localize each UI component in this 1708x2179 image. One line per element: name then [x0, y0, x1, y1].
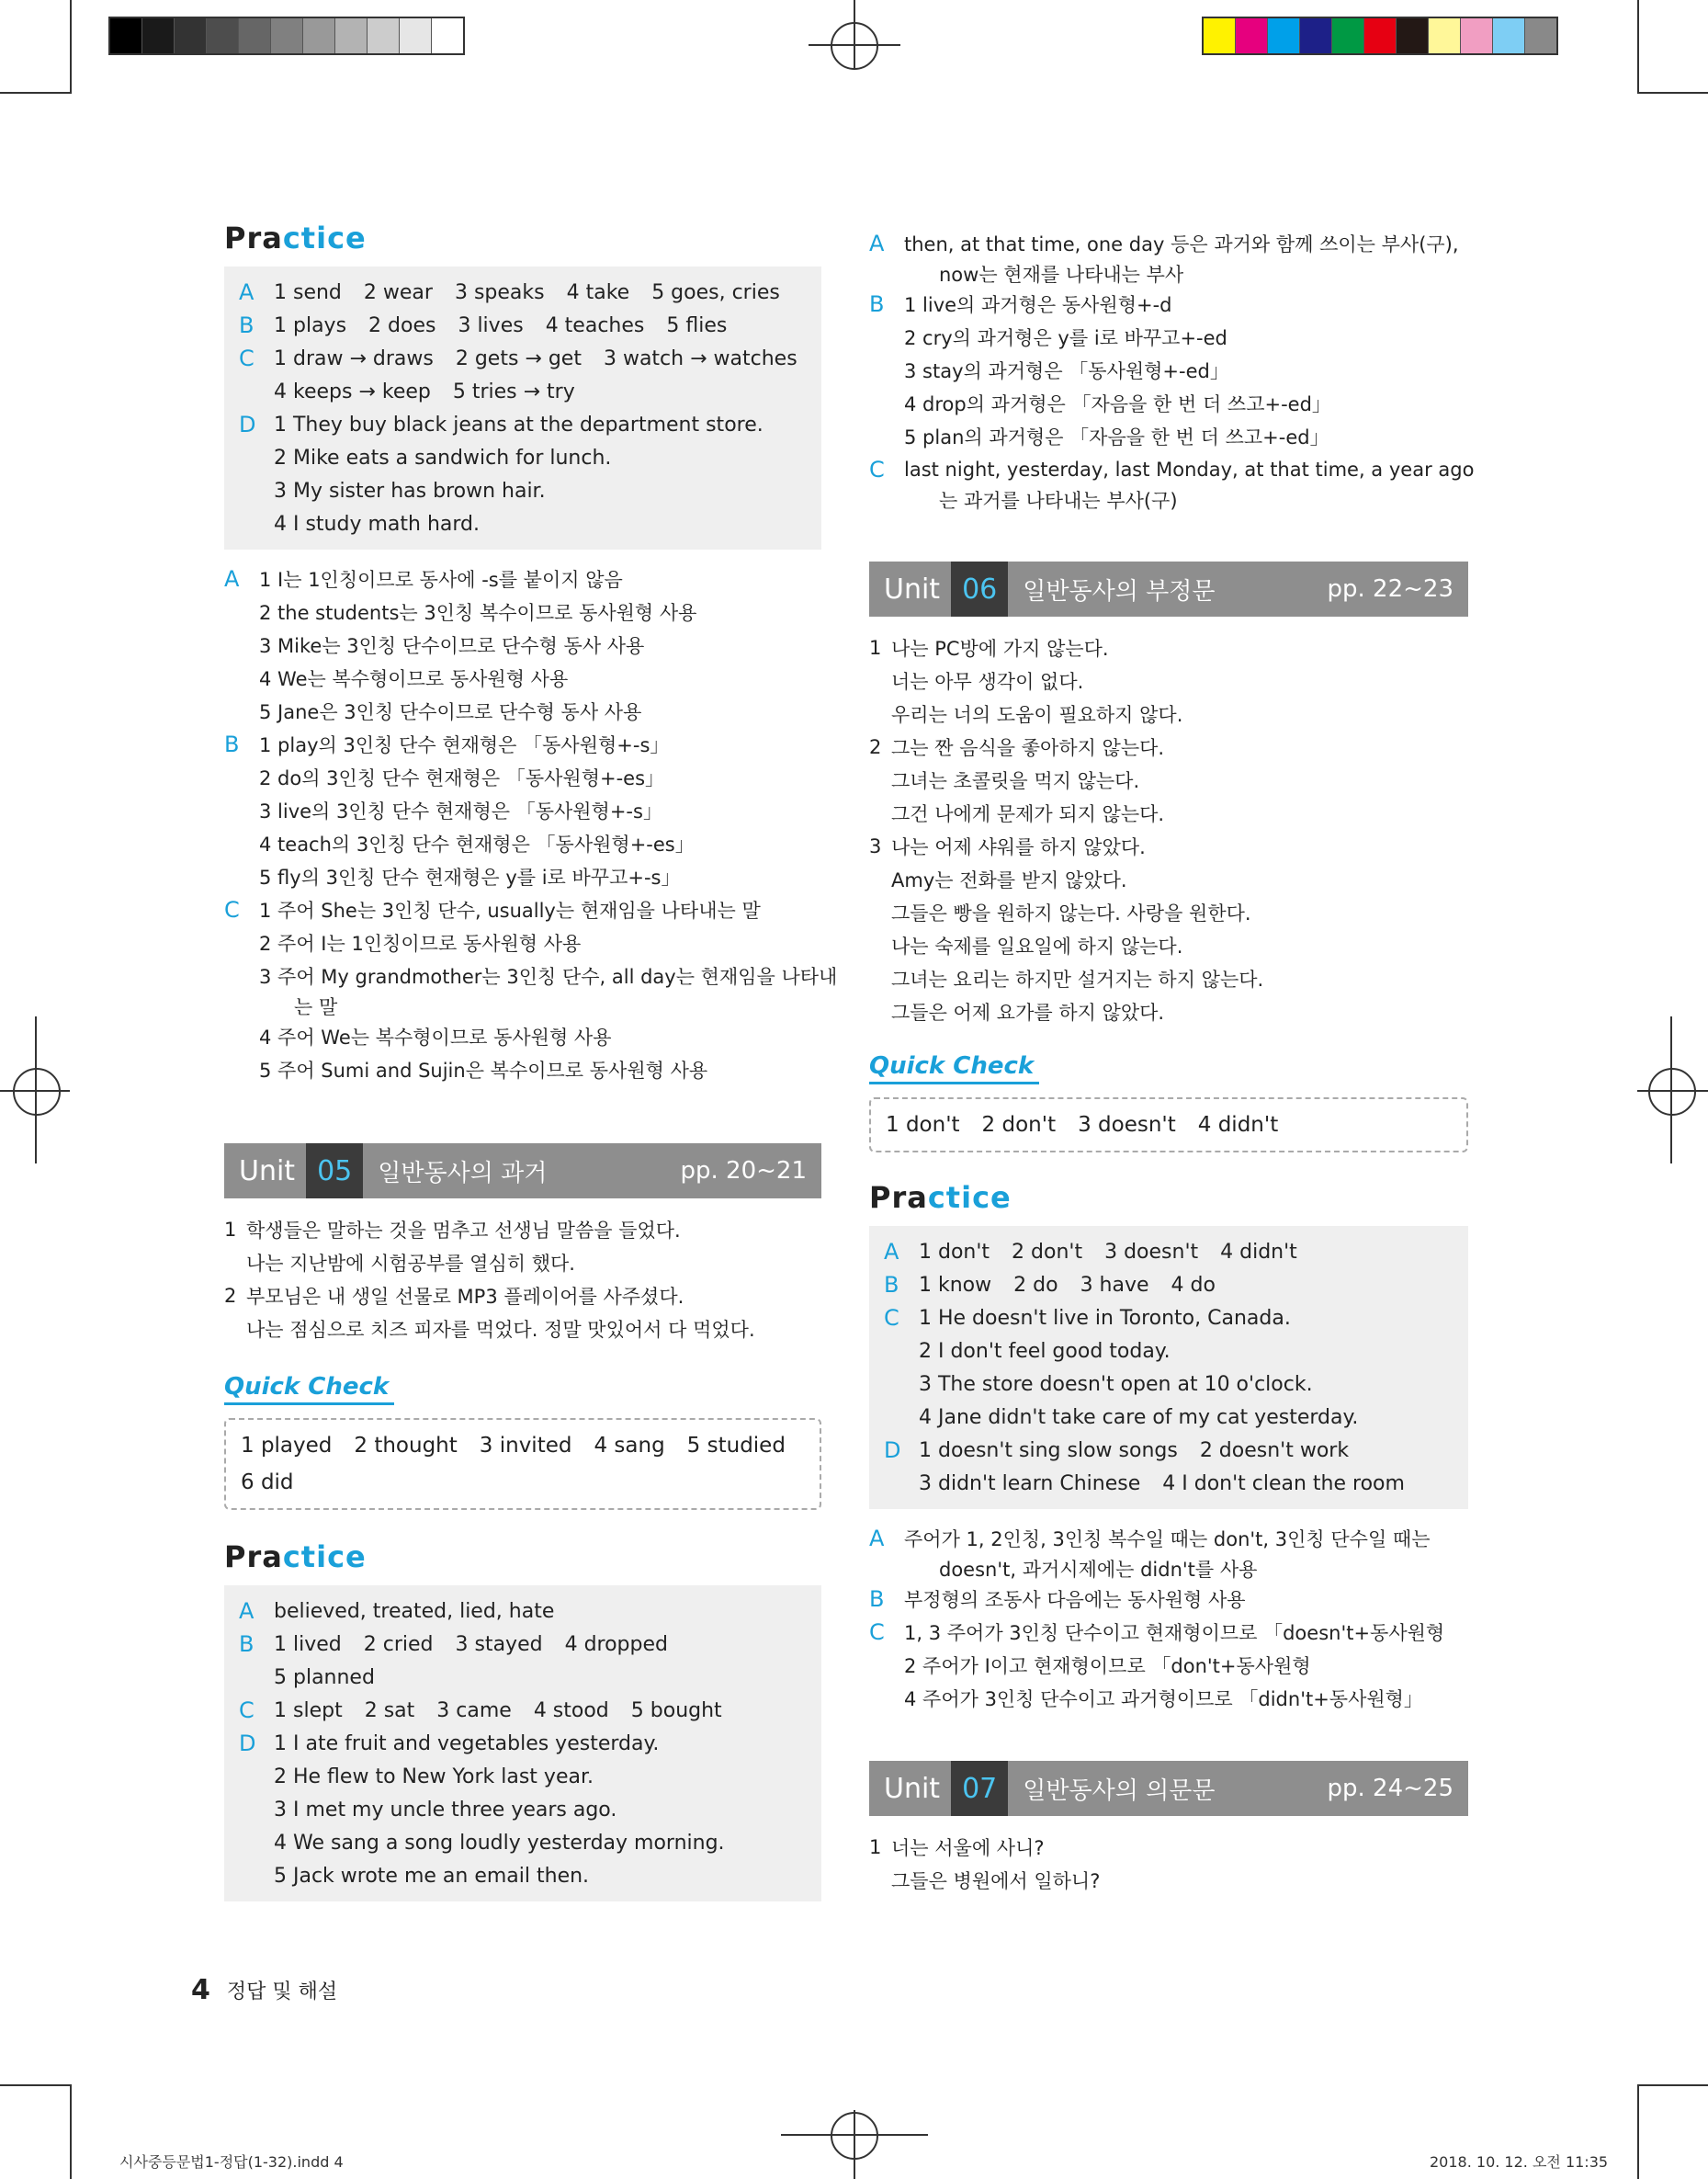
section-letter: B	[239, 312, 255, 338]
answer-item: 4 I study math hard.	[274, 512, 480, 536]
crop-mark	[1637, 2084, 1639, 2179]
answer-row	[239, 1661, 809, 1694]
practice-heading: Practice	[869, 1180, 1012, 1215]
answer-item: 3 I met my uncle three years ago.	[274, 1798, 617, 1822]
explanation-text: 2 cry의 과거형은 y를 i로 바꾸고+-ed	[904, 327, 1227, 349]
explanation-block	[869, 1522, 1468, 1715]
color-swatch	[175, 18, 207, 53]
quick-check-line	[241, 1427, 805, 1464]
quick-check-line	[886, 1107, 1452, 1143]
explanation-text: 3 Mike는 3인칭 단수이므로 단수형 동사 사용	[259, 635, 645, 657]
list-item	[869, 929, 1468, 962]
answer-item: 2 does	[368, 313, 436, 337]
list-item	[869, 1864, 1468, 1897]
unit-title: 일반동사의 부정문	[1023, 577, 1216, 606]
answer-item: 3 My sister has brown hair.	[274, 479, 546, 503]
answer-item: 4 We sang a song loudly yesterday morning.	[274, 1831, 725, 1855]
answer-row	[239, 1760, 809, 1793]
answer-item: 1 slept	[274, 1698, 343, 1722]
quick-check-answer: 1 played	[241, 1434, 333, 1458]
explanation-line	[224, 596, 821, 629]
color-swatch	[303, 18, 335, 53]
color-swatch	[368, 18, 400, 53]
answer-item: 1 send	[274, 280, 342, 304]
item-text: 그건 나에게 문제가 되지 않는다.	[891, 803, 1165, 825]
explanation-text: 4 teach의 3인칭 단수 현재형은 「동사원형+-es」	[259, 834, 695, 856]
explanation-line	[869, 288, 1468, 321]
color-swatch	[432, 18, 463, 53]
answer-item: 1 lived	[274, 1632, 342, 1656]
explanation-text: now는 현재를 나타내는 부사	[939, 264, 1184, 286]
answer-item: 1 doesn't sing slow songs	[919, 1438, 1178, 1462]
item-text: 너는 아무 생각이 없다.	[891, 671, 1084, 693]
explanation-line	[224, 959, 838, 993]
list-item	[869, 863, 1468, 896]
explanation-text: 5 주어 Sumi and Sujin은 복수이므로 동사원형 사용	[259, 1060, 708, 1082]
process-color-bar	[1202, 17, 1558, 55]
explanation-text: 5 plan의 과거형은 「자음을 한 번 더 쓰고+-ed」	[904, 426, 1329, 448]
explanation-text: 주어가 1, 2인칭, 3인칭 복수일 때는 don't, 3인칭 단수일 때는	[904, 1528, 1431, 1550]
unit-number: 06	[951, 562, 1008, 617]
registration-mark-line	[1670, 1016, 1672, 1163]
color-swatch	[1268, 18, 1300, 53]
quick-check-answer: 2 don't	[981, 1113, 1057, 1137]
answer-item: 3 didn't learn Chinese	[919, 1471, 1141, 1495]
explanation-text: 2 주어 I는 1인칭이므로 동사원형 사용	[259, 933, 582, 955]
registration-mark-right	[1648, 1068, 1696, 1116]
quick-check-answer: 2 thought	[354, 1434, 458, 1458]
explanation-line	[224, 662, 821, 695]
right-column	[869, 227, 1475, 1897]
crop-mark	[1637, 92, 1708, 94]
item-text: 그들은 빵을 원하지 않는다. 사랑을 원한다.	[891, 902, 1251, 925]
answer-item: 2 don't	[1012, 1240, 1083, 1264]
color-swatch	[239, 18, 271, 53]
quick-check-answer: 1 don't	[886, 1113, 960, 1137]
explanation-line	[869, 1649, 1468, 1682]
color-swatch	[1204, 18, 1236, 53]
explanation-text: 1 주어 She는 3인칭 단수, usually는 현재임을 나타내는 말	[259, 900, 761, 922]
answer-item: 2 He flew to New York last year.	[274, 1765, 594, 1788]
unit-pages: pp. 22~23	[1327, 575, 1453, 603]
answer-row	[239, 276, 809, 309]
list-item	[224, 1213, 821, 1246]
answer-item: 3 doesn't	[1104, 1240, 1199, 1264]
quick-check-answer: 5 studied	[686, 1434, 786, 1458]
quick-check-answer: 3 doesn't	[1078, 1113, 1176, 1137]
quick-check-answer: 6 did	[241, 1470, 294, 1494]
section-letter: B	[869, 1586, 885, 1612]
answer-item: 5 flies	[666, 313, 728, 337]
translation-list	[869, 631, 1468, 1028]
explanation-text: 2 do의 3인칭 단수 현재형은 「동사원형+-es」	[259, 767, 665, 789]
unit-label: Unit	[239, 1154, 296, 1187]
item-text: 우리는 너의 도움이 필요하지 않다.	[891, 704, 1183, 726]
answer-row	[239, 1859, 809, 1892]
quick-check-line	[241, 1464, 805, 1501]
answer-item: 1 I ate fruit and vegetables yesterday.	[274, 1731, 660, 1755]
section-letter: B	[224, 732, 240, 757]
explanation-line	[224, 860, 821, 893]
practice-answer-box	[869, 1226, 1468, 1509]
item-number: 1	[869, 637, 882, 659]
unit-05-header	[224, 1143, 821, 1198]
answer-item: 5 planned	[274, 1665, 375, 1689]
list-item	[869, 731, 1468, 764]
explanation-line	[869, 387, 1468, 420]
explanation-line	[869, 260, 1468, 288]
left-column	[224, 221, 838, 1901]
quick-check-heading: Quick Check	[224, 1373, 394, 1405]
color-swatch	[1461, 18, 1493, 53]
section-letter: B	[884, 1272, 899, 1298]
answer-item: 1 draw → draws	[274, 346, 434, 370]
color-swatch	[271, 18, 303, 53]
item-text: 너는 서울에 사니?	[891, 1837, 1045, 1859]
explanation-text: 1 live의 과거형은 동사원형+-d	[904, 294, 1172, 316]
explanation-text: 3 주어 My grandmother는 3인칭 단수, all day는 현재임을 나타내	[259, 966, 838, 988]
list-item	[224, 1312, 821, 1345]
item-text: 나는 어제 샤워를 하지 않았다.	[891, 836, 1146, 858]
explanation-text: 3 live의 3인칭 단수 현재형은 「동사원형+-s」	[259, 800, 662, 823]
color-swatch	[1300, 18, 1332, 53]
explanation-line	[869, 1682, 1468, 1715]
section-letter: B	[869, 291, 885, 317]
section-letter: C	[239, 1697, 255, 1723]
crop-mark	[0, 92, 72, 94]
color-swatch	[1493, 18, 1525, 53]
answer-item: 4 do	[1171, 1273, 1216, 1297]
item-text: 나는 점심으로 치즈 피자를 먹었다. 정말 맛있어서 다 먹었다.	[246, 1319, 755, 1341]
section-letter: A	[224, 566, 240, 592]
unit-pages: pp. 20~21	[680, 1157, 807, 1185]
color-swatch	[142, 18, 175, 53]
explanation-line	[224, 695, 821, 728]
practice-answer-box	[224, 1585, 821, 1901]
quick-check-answer: 4 sang	[594, 1434, 665, 1458]
item-number: 2	[224, 1285, 237, 1307]
answer-item: 4 didn't	[1220, 1240, 1297, 1264]
answer-item: 2 sat	[364, 1698, 415, 1722]
quick-check-box	[869, 1097, 1468, 1152]
answer-item: 2 I don't feel good today.	[919, 1339, 1171, 1363]
answer-row	[884, 1334, 1455, 1368]
section-letter: A	[239, 279, 255, 305]
explanation-line	[224, 1053, 821, 1086]
answer-item: 3 came	[436, 1698, 512, 1722]
section-letter: C	[239, 346, 255, 371]
quick-check-box	[224, 1418, 821, 1510]
explanation-line	[869, 227, 1468, 260]
answer-row	[239, 1727, 809, 1760]
explanation-text: 4 주어 We는 복수형이므로 동사원형 사용	[259, 1027, 612, 1049]
answer-row	[239, 507, 809, 540]
crop-mark	[70, 2084, 72, 2179]
color-swatch	[1525, 18, 1556, 53]
item-number: 1	[869, 1836, 882, 1858]
answer-row	[239, 474, 809, 507]
unit-label: Unit	[884, 573, 941, 606]
list-item	[869, 830, 1468, 863]
answer-item: 5 tries → try	[452, 380, 575, 403]
footer-label: 정답 및 해설	[226, 1980, 338, 2003]
answer-item: 1 know	[919, 1273, 992, 1297]
answer-item: 2 gets → get	[455, 346, 582, 370]
explanation-text: 1 I는 1인칭이므로 동사에 -s를 붙이지 않음	[259, 569, 623, 591]
answer-item: 4 keeps → keep	[274, 380, 431, 403]
explanation-text: then, at that time, one day 등은 과거와 함께 쓰이는 부사(구),	[904, 233, 1459, 255]
explanation-text: last night, yesterday, last Monday, at that time, a year ago	[904, 459, 1475, 481]
item-text: 그들은 어제 요가를 하지 않았다.	[891, 1002, 1165, 1024]
explanation-line	[869, 420, 1468, 453]
answer-item: 4 take	[566, 280, 630, 304]
registration-mark-line	[854, 2110, 855, 2179]
color-swatch	[110, 18, 142, 53]
answer-item: 2 do	[1013, 1273, 1058, 1297]
answer-row	[239, 1793, 809, 1826]
unit-title: 일반동사의 과거	[378, 1159, 548, 1187]
answer-item: 4 I don't clean the room	[1162, 1471, 1405, 1495]
crop-mark	[70, 0, 72, 94]
answer-row	[884, 1235, 1455, 1268]
answer-row	[239, 1595, 809, 1628]
translation-list	[224, 1213, 821, 1345]
answer-row	[884, 1268, 1455, 1301]
unit-label: Unit	[884, 1772, 941, 1805]
item-text: 그녀는 초콜릿을 먹지 않는다.	[891, 770, 1140, 792]
list-item	[869, 1831, 1468, 1864]
answer-row	[884, 1434, 1455, 1467]
answer-row	[884, 1368, 1455, 1401]
explanation-line	[869, 453, 1475, 486]
answer-row	[239, 441, 809, 474]
gray-color-bar	[108, 17, 465, 55]
color-swatch	[335, 18, 368, 53]
answer-row	[239, 1826, 809, 1859]
answer-item: 1 They buy black jeans at the department store.	[274, 413, 764, 437]
list-item	[224, 1246, 821, 1279]
explanation-text: 4 주어가 3인칭 단수이고 과거형이므로 「didn't+동사원형」	[904, 1688, 1423, 1710]
color-swatch	[1364, 18, 1397, 53]
color-swatch	[400, 18, 432, 53]
registration-mark-line	[854, 0, 855, 70]
section-letter: A	[239, 1598, 255, 1624]
section-letter: C	[869, 457, 885, 482]
item-text: 나는 숙제를 일요일에 하지 않는다.	[891, 936, 1183, 958]
answer-item: 3 watch → watches	[603, 346, 797, 370]
answer-row	[884, 1301, 1455, 1334]
explanation-block	[869, 227, 1475, 514]
item-text: 그들은 병원에서 일하니?	[891, 1870, 1101, 1892]
list-item	[869, 664, 1468, 698]
practice-answer-box	[224, 267, 821, 550]
explanation-text: 는 과거를 나타내는 부사(구)	[939, 490, 1178, 512]
answer-item: 2 Mike eats a sandwich for lunch.	[274, 446, 612, 470]
answer-item: 1 don't	[919, 1240, 990, 1264]
section-letter: B	[239, 1631, 255, 1657]
item-text: 학생들은 말하는 것을 멈추고 선생님 말씀을 들었다.	[246, 1220, 681, 1242]
answer-item: 3 lives	[458, 313, 524, 337]
explanation-text: 부정형의 조동사 다음에는 동사원형 사용	[904, 1589, 1246, 1611]
section-letter: D	[239, 1731, 256, 1756]
list-item	[869, 764, 1468, 797]
item-number: 1	[224, 1219, 237, 1241]
slug-filename: 시사중등문법1-정답(1-32).indd 4	[119, 2153, 344, 2171]
list-item	[869, 698, 1468, 731]
unit-pages: pp. 24~25	[1327, 1775, 1453, 1802]
quick-check-heading: Quick Check	[869, 1052, 1039, 1084]
explanation-line	[869, 486, 1468, 514]
quick-check-answer: 3 invited	[479, 1434, 572, 1458]
answer-item: 4 stood	[533, 1698, 609, 1722]
registration-mark-line	[35, 1016, 37, 1163]
explanation-line	[869, 1616, 1468, 1649]
explanation-line	[869, 321, 1468, 354]
answer-row	[239, 309, 809, 342]
explanation-line	[224, 993, 821, 1020]
list-item	[869, 631, 1468, 664]
registration-mark-line	[1637, 1090, 1708, 1092]
explanation-text: 3 stay의 과거형은 「동사원형+-ed」	[904, 360, 1229, 382]
explanation-line	[869, 1583, 1468, 1616]
explanation-line	[224, 1020, 821, 1053]
explanation-line	[224, 893, 821, 926]
unit-number: 07	[951, 1761, 1008, 1816]
section-letter: C	[884, 1305, 899, 1331]
crop-mark	[0, 2084, 72, 2086]
list-item	[869, 995, 1468, 1028]
explanation-line	[869, 1555, 1468, 1583]
crop-mark	[1637, 2084, 1708, 2086]
section-letter: A	[869, 231, 885, 256]
list-item	[224, 1279, 821, 1312]
answer-row	[239, 1628, 809, 1661]
answer-item: 4 dropped	[564, 1632, 668, 1656]
unit-06-header	[869, 562, 1468, 617]
answer-item: 4 teaches	[545, 313, 645, 337]
page-footer	[191, 1974, 337, 2006]
unit-number: 05	[306, 1143, 363, 1198]
explanation-text: 4 We는 복수형이므로 동사원형 사용	[259, 668, 569, 690]
answer-item: 5 goes, cries	[651, 280, 780, 304]
translation-list	[869, 1831, 1468, 1897]
explanation-text: 1, 3 주어가 3인칭 단수이고 현재형이므로 「doesn't+동사원형	[904, 1622, 1445, 1644]
explanation-text: 5 Jane은 3인칭 단수이므로 단수형 동사 사용	[259, 701, 642, 723]
answer-item: 1 He doesn't live in Toronto, Canada.	[919, 1306, 1291, 1330]
item-number: 2	[869, 736, 882, 758]
practice-heading: Practice	[224, 221, 367, 255]
answer-item: 2 doesn't work	[1199, 1438, 1350, 1462]
explanation-line	[224, 728, 821, 761]
color-swatch	[1397, 18, 1429, 53]
explanation-block	[224, 562, 838, 1086]
answer-row	[239, 1694, 809, 1727]
color-swatch	[1332, 18, 1364, 53]
answer-item: 4 Jane didn't take care of my cat yesterday.	[919, 1405, 1359, 1429]
explanation-text: 2 주어가 I이고 현재형이므로 「don't+동사원형	[904, 1655, 1311, 1677]
practice-heading: Practice	[224, 1539, 367, 1574]
explanation-line	[224, 629, 821, 662]
answer-row	[239, 408, 809, 441]
color-swatch	[1429, 18, 1461, 53]
answer-item: 5 Jack wrote me an email then.	[274, 1864, 590, 1888]
explanation-text: 1 play의 3인칭 단수 현재형은 「동사원형+-s」	[259, 734, 670, 756]
page-number: 4	[191, 1974, 210, 2006]
answer-item: 3 stayed	[455, 1632, 543, 1656]
explanation-line	[224, 562, 821, 596]
answer-item: 3 The store doesn't open at 10 o'clock.	[919, 1372, 1313, 1396]
answer-item: 2 wear	[363, 280, 433, 304]
section-letter: D	[884, 1437, 901, 1463]
section-letter: D	[239, 412, 256, 437]
answer-row	[239, 375, 809, 408]
explanation-text: 는 말	[294, 996, 338, 1018]
explanation-line	[224, 794, 821, 827]
unit-07-header	[869, 1761, 1468, 1816]
color-swatch	[207, 18, 239, 53]
explanation-line	[869, 1522, 1468, 1555]
color-swatch	[1236, 18, 1268, 53]
section-letter: A	[869, 1526, 885, 1551]
list-item	[869, 797, 1468, 830]
explanation-text: 4 drop의 과거형은 「자음을 한 번 더 쓰고+-ed」	[904, 393, 1331, 415]
section-letter: C	[869, 1619, 885, 1645]
answer-row	[884, 1467, 1455, 1500]
item-text: 부모님은 내 생일 선물로 MP3 플레이어를 사주셨다.	[246, 1286, 684, 1308]
unit-title: 일반동사의 의문문	[1023, 1776, 1216, 1805]
item-number: 3	[869, 835, 882, 857]
answer-row	[884, 1401, 1455, 1434]
section-letter: A	[884, 1239, 899, 1265]
explanation-line	[224, 827, 821, 860]
answer-item: 5 bought	[630, 1698, 722, 1722]
item-text: Amy는 전화를 받지 않았다.	[891, 869, 1127, 891]
list-item	[869, 896, 1468, 929]
slug-timestamp: 2018. 10. 12. 오전 11:35	[1430, 2153, 1609, 2171]
explanation-text: doesn't, 과거시제에는 didn't를 사용	[939, 1559, 1258, 1581]
item-text: 그녀는 요리는 하지만 설거지는 하지 않는다.	[891, 969, 1264, 991]
answer-item: 3 have	[1080, 1273, 1149, 1297]
section-letter: C	[224, 897, 240, 923]
item-text: 나는 PC방에 가지 않는다.	[891, 638, 1109, 660]
item-text: 그는 짠 음식을 좋아하지 않는다.	[891, 737, 1165, 759]
crop-mark	[1637, 0, 1639, 94]
answer-item: believed, treated, lied, hate	[274, 1599, 555, 1623]
explanation-text: 2 the students는 3인칭 복수이므로 동사원형 사용	[259, 602, 697, 624]
explanation-text: 5 fly의 3인칭 단수 현재형은 y를 i로 바꾸고+-s」	[259, 867, 681, 889]
explanation-line	[224, 761, 821, 794]
quick-check-answer: 4 didn't	[1197, 1113, 1279, 1137]
answer-item: 2 cried	[363, 1632, 434, 1656]
registration-mark-left	[13, 1068, 61, 1116]
explanation-line	[869, 354, 1468, 387]
answer-item: 1 plays	[274, 313, 347, 337]
answer-item: 3 speaks	[454, 280, 545, 304]
item-text: 나는 지난밤에 시험공부를 열심히 했다.	[246, 1253, 575, 1275]
explanation-line	[224, 926, 821, 959]
list-item	[869, 962, 1468, 995]
answer-row	[239, 342, 809, 375]
